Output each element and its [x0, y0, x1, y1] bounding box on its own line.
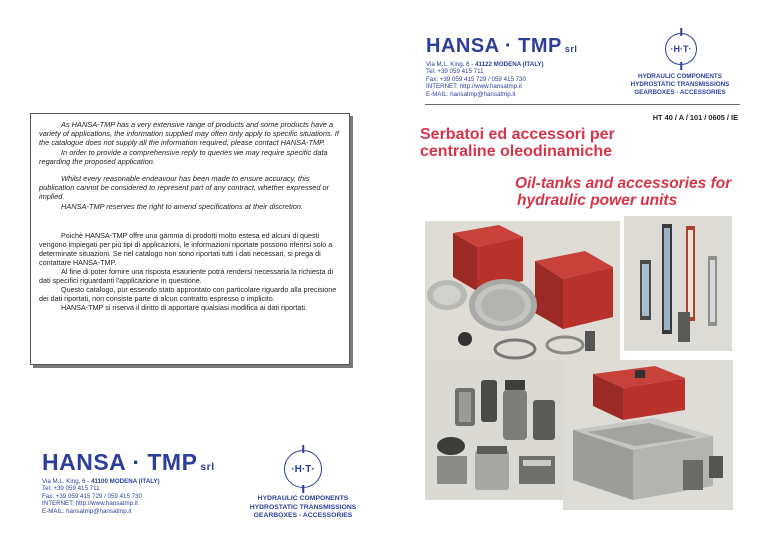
hansa-tmp-logo-bottom: HANSA · TMP srl [42, 449, 215, 475]
fax-line-bottom: Fax: +39 059 415 729 / 059 415 730 [42, 492, 142, 500]
divisions-caption-top: HYDRAULIC COMPONENTS HYDROSTATIC TRANSMISSIONS GEARBOXES - ACCESSORIES [630, 73, 730, 96]
tel-line-bottom: Tel: +39 059 415 711 [42, 485, 100, 493]
email-line: E-MAIL: hansatmp@hansatmp.it [426, 90, 516, 98]
title-english: Oil-tanks and accessories for hydraulic power units [515, 175, 732, 209]
internet-line-bottom: INTERNET: http://www.hansatmp.it [42, 500, 138, 508]
brand-name: HANSA · TMP [426, 35, 562, 57]
photo-oil-tanks [425, 221, 620, 361]
email-line-bottom: E-MAIL: hansatmp@hansatmp.it [42, 507, 132, 515]
fax-line: Fax: +39 059 415 729 / 059 415 730 [426, 75, 526, 83]
address-line: Via M.L. King, 6 - 41122 MODENA (ITALY) [426, 61, 544, 68]
title-italian: Serbatoi ed accessori per centraline oleodinamiche [420, 126, 615, 160]
photo-square-tanks [563, 360, 733, 510]
hansa-tmp-logo-top [426, 35, 577, 58]
contact-block-bottom [42, 478, 160, 515]
contact-block-top [426, 61, 544, 98]
ht-logo-icon-top: ·H·T· [665, 33, 697, 65]
disclaimer-english: As HANSA-TMP has a very extensive range of products and some products have a variety of applications, the information supplied may often only apply to specific situations. If the catalogue does not supply all the information required, please contact HANSA-TMP. In order to provide a comprehensive reply to queries we may require specific data regarding the proposed application. Whilst every reasonable endeavour has been made to ensure accuracy, this publication cannot be considered to represent part of any contract, whether expressed or implied. HANSA-TMP reserves the right to amend specifications at their discretion. [39, 120, 339, 211]
ht-logo-icon-bottom: ·H·T· [284, 450, 322, 488]
brand-suffix: srl [564, 44, 578, 54]
document-code: HT 40 / A / 101 / 0605 / IE [652, 113, 738, 122]
header-divider [425, 104, 740, 105]
divisions-caption-bottom: HYDRAULIC COMPONENTS HYDROSTATIC TRANSMISSIONS GEARBOXES - ACCESSORIES [249, 495, 357, 520]
disclaimer-italian: Poichè HANSA-TMP offre una gamma di prodotti molto estesa ed alcuni di questi vengono impiegati per più tipi di applicazioni, le informazioni riportate possono riferirsi solo a determinate situazioni. Se nel catalogo non sono riportati tutti i dati necessari, si prega di contattare HANSA-TMP. Al fine di poter fornire una risposta esauriente potrà rendersi necessaria la richiesta di dati specifici riguardanti l'applicazione in questione. Questo catalogo, pur essendo stato approntato con particolare riguardo alla precisione dei dati riportati, non consiste parte di alcun contratto espresso o implicito. HANSA-TMP si riserva il diritto di apportare qualsiasi modifica ai dati riportati. [39, 230, 337, 312]
disclaimer-box [30, 113, 350, 365]
tel-line: Tel: +39 059 415 711 [426, 68, 484, 76]
photo-accessories [425, 360, 567, 500]
photo-level-gauges [624, 216, 732, 351]
address-line-bottom: Via M.L. King, 6 - 41100 MODENA (ITALY) [42, 478, 160, 485]
internet-line: INTERNET: http://www.hansatmp.it [426, 83, 522, 91]
